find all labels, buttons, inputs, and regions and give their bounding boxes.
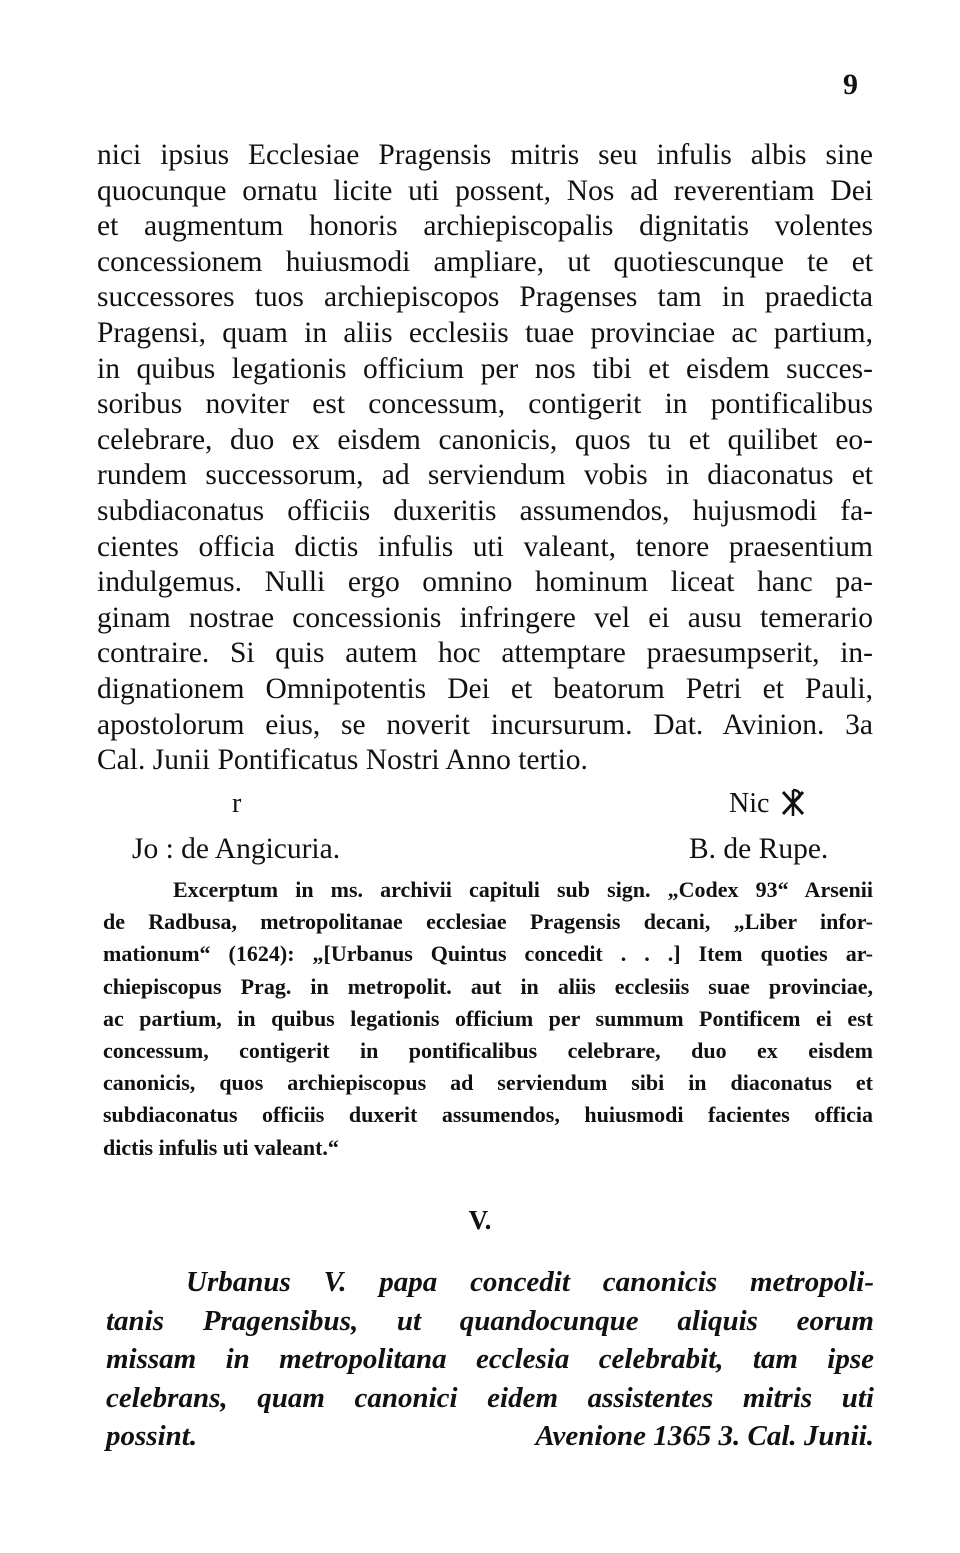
page-number: 9	[843, 68, 858, 101]
note-line: ac partium, in quibus legationis officium per summum Pontificem ei est	[103, 1005, 873, 1031]
signature-mark-right	[729, 788, 806, 820]
signature-left: Jo : de Angicuria.	[132, 833, 341, 865]
signature-mark-right-text: Nic	[729, 788, 770, 819]
note-line: chiepiscopus Prag. in metropolit. aut in aliis ecclesiis suae provinciae,	[103, 973, 873, 999]
document-summary	[106, 1263, 874, 1456]
text-line: cientes officia dictis infulis uti valeant, tenore praesentium	[97, 530, 873, 563]
text-line: indulgemus. Nulli ergo omnino hominum liceat hanc pa-	[97, 566, 873, 599]
summary-line: missam in metropolitana ecclesia celebrabit, tam ipse	[106, 1343, 874, 1375]
text-line: quocunque ornatu licite uti possent, Nos ad reverentiam Dei	[97, 174, 873, 207]
text-line: et augmentum honoris archiepiscopalis dignitatis volentes	[97, 210, 873, 243]
text-line: Cal. Junii Pontificatus Nostri Anno tertio.	[97, 744, 588, 777]
summary-line: Urbanus V. papa concedit canonicis metropoli-	[186, 1266, 874, 1298]
text-line: dignationem Omnipotentis Dei et beatorum Petri et Pauli,	[97, 672, 873, 705]
text-line: celebrare, duo ex eisdem canonicis, quos tu et quilibet eo-	[97, 423, 873, 456]
text-line: subdiaconatus officiis duxeritis assumendos, hujusmodi fa-	[97, 494, 873, 527]
note-line: concessum, contigerit in pontificalibus celebrare, duo ex eisdem	[103, 1038, 873, 1064]
text-line: in quibus legationis officium per nos tibi et eisdem succes-	[97, 352, 873, 385]
note-line: Excerptum in ms. archivii capituli sub sign. „Codex 93“ Arsenii	[173, 877, 873, 902]
text-line: soribus noviter est concessum, contigerit in pontificalibus	[97, 388, 873, 421]
note-line: canonicis, quos archiepiscopus ad serviendum sibi in diaconatus et	[103, 1070, 873, 1096]
signature-mark-left: r	[232, 788, 242, 819]
summary-date: Avenione 1365 3. Cal. Junii.	[535, 1420, 874, 1452]
summary-line-end: possint.	[106, 1420, 198, 1452]
summary-line: celebrans, quam canonici eidem assistentes mitris uti	[106, 1381, 874, 1414]
signature-marks	[97, 788, 873, 828]
summary-last-line	[106, 1417, 874, 1456]
text-line: contraire. Si quis autem hoc attemptare praesumpserit, in-	[97, 637, 873, 670]
text-line: rundem successorum, ad serviendum vobis in diaconatus et	[97, 459, 873, 492]
note-line: mationum“ (1624): „[Urbanus Quintus concedit . . .] Item quoties ar-	[103, 941, 873, 967]
main-text	[97, 138, 873, 779]
text-line: ginam nostrae concessionis infringere vel ei ausu temerario	[97, 601, 873, 634]
note-line: dictis infulis uti valeant.“	[103, 1134, 339, 1160]
text-line: successores tuos archiepiscopos Pragenses tam in praedicta	[97, 281, 873, 314]
summary-line: tanis Pragensibus, ut quandocunque aliquis eorum	[106, 1304, 874, 1337]
chi-rho-icon	[780, 788, 806, 818]
signature-names	[97, 833, 873, 873]
section-heading: V.	[468, 1205, 492, 1235]
note-line: de Radbusa, metropolitanae ecclesiae Pragensis decani, „Liber infor-	[103, 909, 873, 935]
text-line: Pragensi, quam in aliis ecclesiis tuae provinciae ac partium,	[97, 316, 873, 349]
note-line: subdiaconatus officiis duxerit assumendos, huiusmodi facientes officia	[103, 1102, 873, 1128]
signature-right: B. de Rupe.	[689, 833, 829, 865]
text-line: apostolorum eius, se noverit incursurum. Dat. Avinion. 3a	[97, 708, 873, 741]
text-line: concessionem huiusmodi ampliare, ut quotiescunque te et	[97, 245, 873, 278]
source-note	[103, 874, 873, 1164]
text-line: nici ipsius Ecclesiae Pragensis mitris seu infulis albis sine	[97, 139, 873, 171]
